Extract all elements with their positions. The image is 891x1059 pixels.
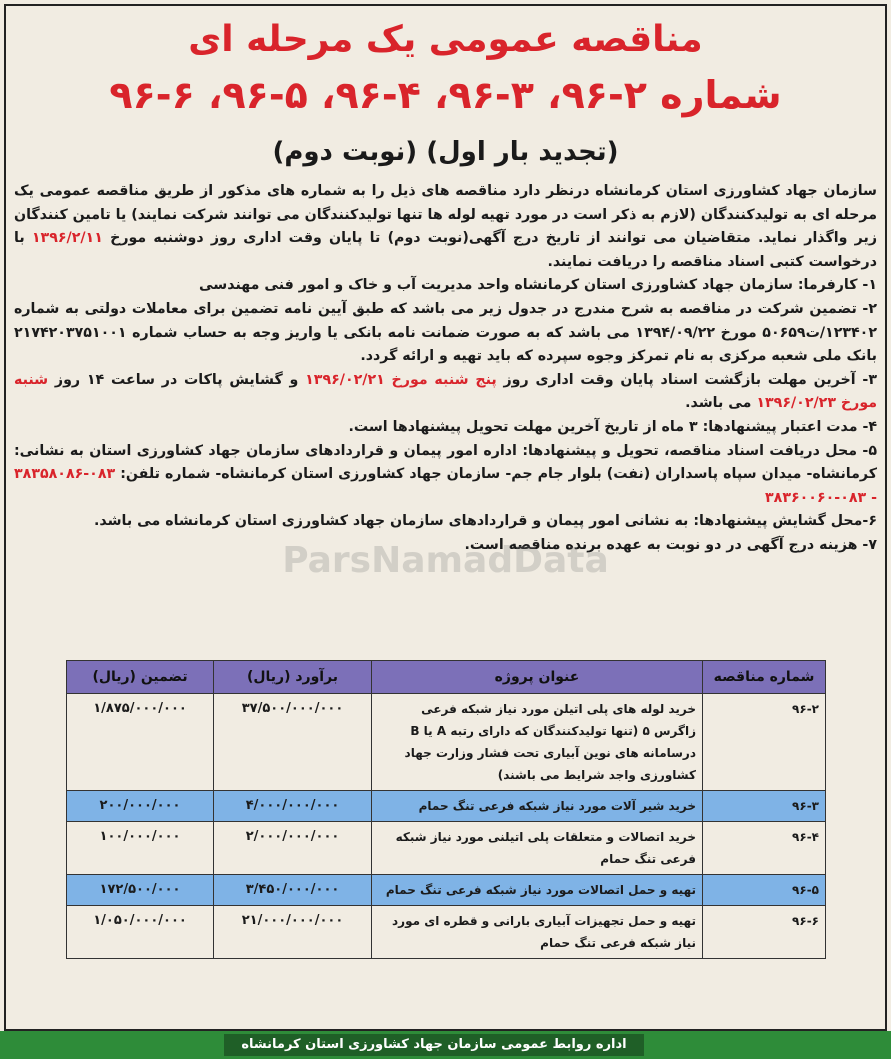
table-row (67, 875, 826, 906)
cell-code: ۹۶-۳ (703, 791, 826, 822)
intro-text: سازمان جهاد کشاورزی استان کرمانشاه درنظر دارد مناقصه های ذیل را به شماره های مذکور از طریق مناقصه عمومی یک مرحله ای به تولیدکنندگان (لازم به ذکر است در مورد تهیه لوله ها تنها تولیدکنندگان می توانند شرکت نمایند) یا تامین کنندگان زیر واگذار نماید. متقاضیان می توانند از تاریخ درج آگهی(نوبت دوم) تا پایان وقت اداری روز دوشنبه مورخ (14, 183, 877, 247)
footer-publisher: اداره روابط عمومی سازمان جهاد کشاورزی استان کرمانشاه (224, 1034, 644, 1056)
watermark: ParsNamadData (282, 540, 609, 581)
tender-table (66, 660, 826, 959)
item-employer (14, 274, 877, 298)
item-guarantee: ۲- تضمین شرکت در مناقصه به شرح مندرج در جدول زیر می باشد که طبق آیین نامه تضمین برای معاملات دولتی به شماره ۱۲۳۴۰۲/ت۵۰۶۵۹ مورخ ۱۳۹۴/۰۹/۲۲ می باشد که به صورت ضمانت نامه بانکی یا واریز وجه به حساب شماره ۲۱۷۴۲۰۳۷۵۱۰۰۱ بانک ملی شعبه مرکزی به نام تمرکز وجوه سپرده که باید تهیه و ارائه گردد. (14, 300, 878, 365)
item-deadline-text3: می باشد. (685, 395, 757, 412)
col-guarantee-header: تضمین (ریال) (67, 661, 214, 694)
cell-code: ۹۶-۲ (703, 694, 826, 791)
intro-paragraph (14, 180, 877, 274)
table-row (67, 822, 826, 875)
cell-estimate: ۳/۴۵۰/۰۰۰/۰۰۰ (214, 875, 372, 906)
cell-code: ۹۶-۶ (703, 906, 826, 959)
item-deadline-text2: و گشایش پاکات در ساعت ۱۴ روز (48, 371, 306, 388)
item-deadline (14, 369, 877, 416)
item-opening (14, 510, 877, 534)
cell-title: تهیه و حمل اتصالات مورد نیاز شبکه فرعی تنگ حمام (372, 875, 703, 906)
cell-title: خرید لوله های پلی اتیلن مورد نیاز شبکه فرعی زاگرس ۵ (تنها تولیدکنندگان که دارای رتبه A یا B درسامانه های نوین آبیاری تحت فشار وزارت جهاد کشاورزی واجد شرایط می باشند) (372, 694, 703, 791)
cell-estimate: ۲/۰۰۰/۰۰۰/۰۰۰ (214, 822, 372, 875)
item-location-label: ۵- محل دریافت اسناد مناقصه، تحویل و پیشنهادها: (522, 442, 877, 459)
item-location (14, 440, 877, 511)
tender-numbers: شماره ۲-۹۶، ۳-۹۶، ۴-۹۶، ۵-۹۶، ۶-۹۶ (109, 73, 782, 117)
col-title-header: عنوان پروژه (372, 661, 703, 694)
phone-numbers: ۰۸۳-۳۸۳۵۸۰۸۶ - ۰۸۳-۳۸۳۶۰۰۶۰ (14, 466, 877, 506)
cell-estimate: ۲۱/۰۰۰/۰۰۰/۰۰۰ (214, 906, 372, 959)
item-validity (14, 416, 877, 440)
cell-code: ۹۶-۵ (703, 875, 826, 906)
ad-subtitle: (تجدید بار اول) (نوبت دوم) (272, 137, 619, 167)
cell-guarantee: ۲۰۰/۰۰۰/۰۰۰ (67, 791, 214, 822)
cell-guarantee: ۱/۰۵۰/۰۰۰/۰۰۰ (67, 906, 214, 959)
table-row (67, 694, 826, 791)
cell-guarantee: ۱۰۰/۰۰۰/۰۰۰ (67, 822, 214, 875)
opening-date: شنبه مورخ ۱۳۹۶/۰۲/۲۳ (14, 371, 877, 412)
item-employer-label: ۱- کارفرما: (797, 277, 877, 294)
item-deadline-text: ۳- آخرین مهلت بازگشت اسناد پایان وقت اداری روز (496, 371, 877, 388)
cell-guarantee: ۱/۸۷۵/۰۰۰/۰۰۰ (67, 694, 214, 791)
table-header-row (67, 661, 826, 694)
intro-deadline-date: ۱۳۹۶/۲/۱۱ (31, 230, 103, 247)
ad-title: مناقصه عمومی یک مرحله ای (188, 19, 703, 60)
cell-estimate: ۴/۰۰۰/۰۰۰/۰۰۰ (214, 791, 372, 822)
cell-guarantee: ۱۷۲/۵۰۰/۰۰۰ (67, 875, 214, 906)
return-deadline-date: پنج شنبه مورخ ۱۳۹۶/۰۲/۲۱ (305, 371, 497, 388)
intro-text-end: با درخواست کتبی اسناد مناقصه را دریافت نمایند. (14, 230, 877, 270)
cell-title: خرید شیر آلات مورد نیاز شبکه فرعی تنگ حمام (372, 791, 703, 822)
item-validity-text: ۳ ماه از تاریخ آخرین مهلت تحویل پیشنهادها است. (348, 418, 703, 435)
item-employer-text: سازمان جهاد کشاورزی استان کرمانشاه واحد مدیریت آب و خاک و امور فنی مهندسی (198, 277, 798, 294)
ad-body (14, 180, 877, 558)
cell-estimate: ۳۷/۵۰۰/۰۰۰/۰۰۰ (214, 694, 372, 791)
cell-title: خرید اتصالات و متعلقات پلی اتیلنی مورد نیاز شبکه فرعی تنگ حمام (372, 822, 703, 875)
cell-code: ۹۶-۴ (703, 822, 826, 875)
item-opening-label: ۶-محل گشایش پیشنهادها: (693, 513, 877, 530)
item-location-text: اداره امور پیمان و قراردادهای سازمان جهاد کشاورزی استان به نشانی: کرمانشاه- میدان سپاه پاسداران (نفت) بلوار جام جم- سازمان جهاد کشاورزی استان کرمانشاه- شماره تلفن: (14, 442, 877, 483)
item-validity-label: ۴- مدت اعتبار پیشنهادها: (702, 418, 877, 435)
item-cost: ۷- هزینه درج آگهی در دو نوبت به عهده برنده مناقصه است. (464, 536, 877, 553)
col-estimate-header: برآورد (ریال) (214, 661, 372, 694)
col-code-header: شماره مناقصه (703, 661, 826, 694)
table-row (67, 791, 826, 822)
item-opening-text: به نشانی امور پیمان و قراردادهای سازمان جهاد کشاورزی استان کرمانشاه می باشد. (94, 513, 694, 530)
table-row (67, 906, 826, 959)
cell-title: تهیه و حمل تجهیزات آبیاری بارانی و قطره ای مورد نیاز شبکه فرعی تنگ حمام (372, 906, 703, 959)
footer-bar (0, 1031, 891, 1059)
